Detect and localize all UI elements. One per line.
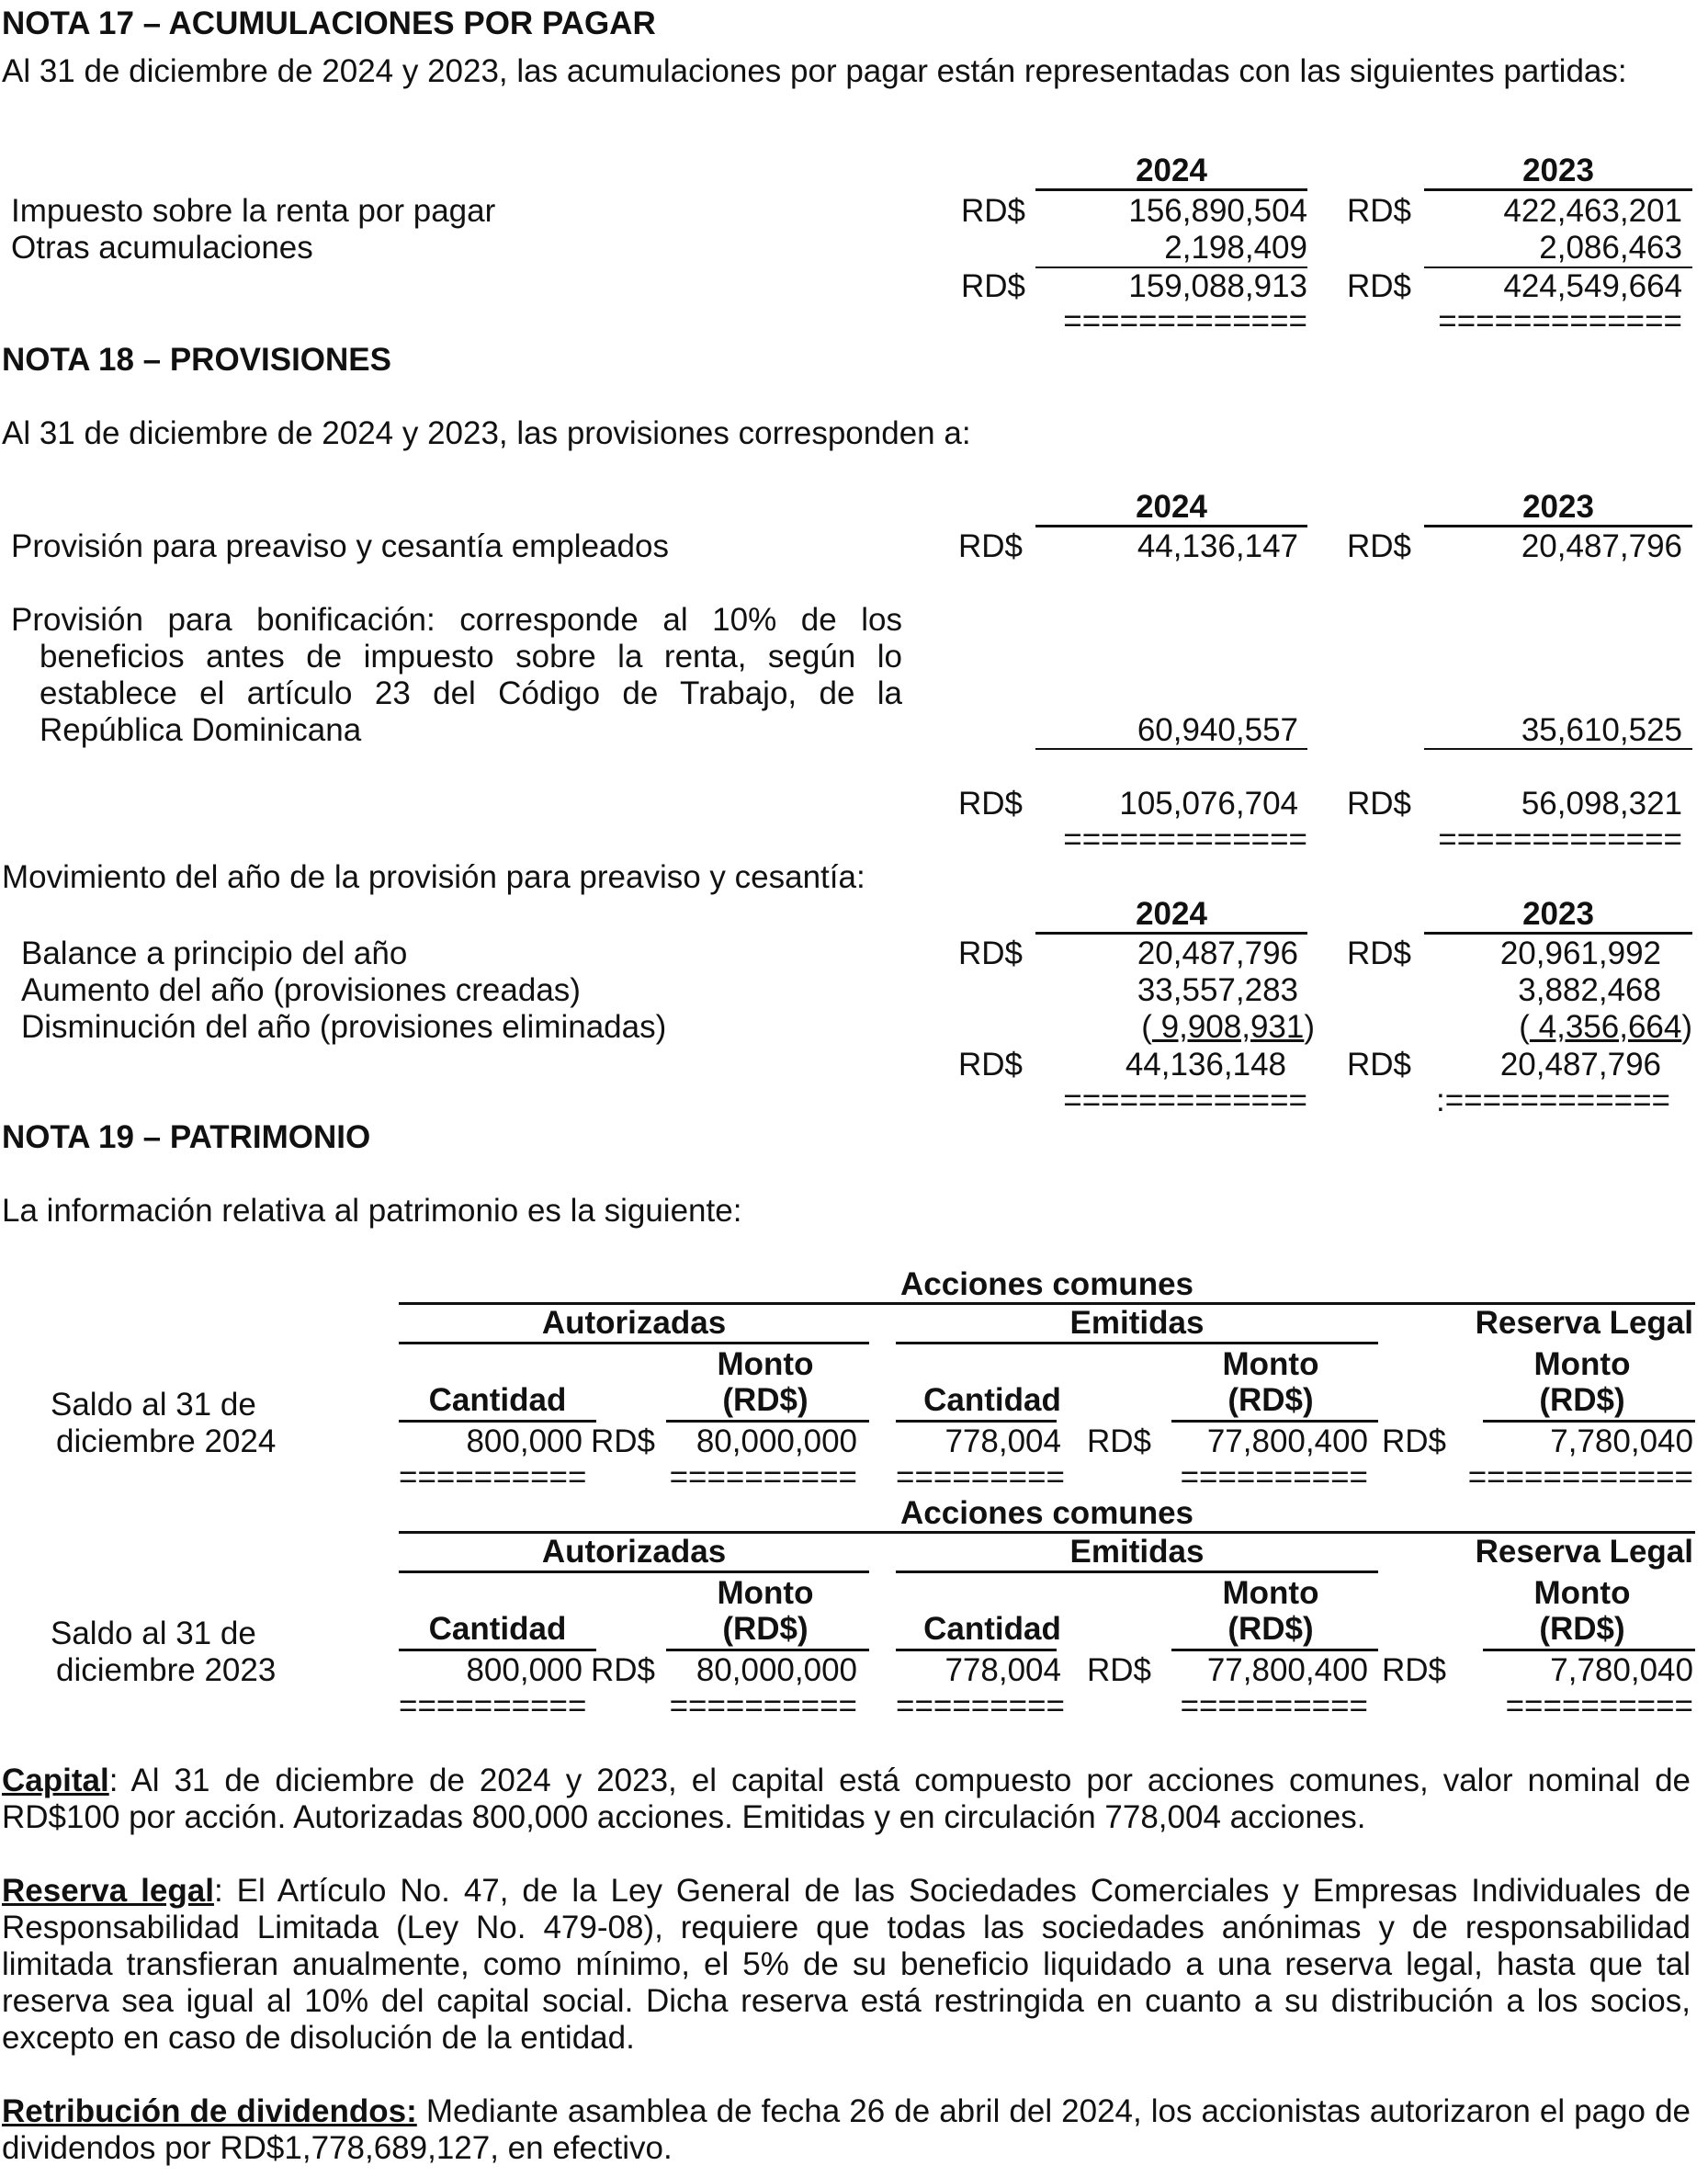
- value-2024: 20,487,796: [1137, 935, 1298, 971]
- currency: RD$: [1347, 935, 1412, 971]
- nota18-intro: Al 31 de diciembre de 2024 y 2023, las provisiones corresponden a:: [2, 415, 971, 451]
- header-rule: [1035, 932, 1307, 935]
- value-2024: 156,890,504: [1128, 193, 1307, 229]
- double-underline: =========: [896, 1688, 1065, 1724]
- value-2023: 20,487,796: [1521, 528, 1682, 564]
- value-2024: 44,136,147: [1137, 528, 1298, 564]
- emi-cantidad: 778,004: [944, 1652, 1061, 1688]
- rd-header: (RD$): [1227, 1382, 1314, 1418]
- saldo-label-line2: diciembre 2024: [56, 1423, 277, 1459]
- currency: RD$: [958, 1047, 1024, 1083]
- currency: RD$: [1347, 1047, 1412, 1083]
- currency: RD$: [591, 1652, 656, 1688]
- rd-header: (RD$): [1539, 1611, 1625, 1647]
- column-rule: [1171, 1649, 1378, 1651]
- rd-header: (RD$): [1539, 1382, 1625, 1418]
- nota19-intro: La información relativa al patrimonio es la siguiente:: [2, 1193, 742, 1229]
- emi-cantidad: 778,004: [944, 1423, 1061, 1459]
- rd-header: (RD$): [1227, 1611, 1314, 1647]
- double-underline: ==========: [1180, 1459, 1368, 1495]
- table-row-label: Provisión para preaviso y cesantía empleados: [11, 528, 669, 564]
- nota17-year-2023: 2023: [1522, 153, 1594, 188]
- acciones-comunes-header: Acciones comunes: [900, 1495, 1193, 1531]
- reserva-legal-header: Reserva Legal: [1475, 1534, 1693, 1570]
- double-underline: =============: [1438, 303, 1682, 339]
- cantidad-header: Cantidad: [428, 1611, 567, 1647]
- currency: RD$: [958, 935, 1024, 971]
- capital-paragraph: [2, 1763, 1691, 1836]
- column-rule: [666, 1420, 869, 1423]
- header-rule: [1035, 525, 1307, 527]
- header-rule: [1424, 188, 1692, 191]
- currency: RD$: [591, 1423, 656, 1459]
- cantidad-header: Cantidad: [428, 1382, 567, 1418]
- subtotal-rule: [1424, 748, 1692, 750]
- cantidad-header: Cantidad: [923, 1611, 1061, 1647]
- currency: RD$: [1347, 786, 1412, 822]
- double-underline: ==========: [669, 1688, 857, 1724]
- table-row-label: Otras acumulaciones: [11, 230, 313, 266]
- double-underline: =============: [1063, 1083, 1307, 1118]
- reserva-text: : El Artículo No. 47, de la Ley General de las Sociedades Comerciales y Empresas Individuales de Responsabilidad Limitada (Ley No. 479-08), requiere que todas las sociedades anónimas y de responsabilidad limitada transfieran anualmente, como mínimo, el 5% de su beneficio liquidado a una reserva legal, hasta que tal reserva sea igual al 10% del capital social. Dicha reserva está restringida en cuanto a su distribución a los socios, excepto en caso de disolución de la entidad.: [2, 1873, 1691, 2056]
- column-rule: [666, 1649, 869, 1651]
- value: 4,356,664: [1529, 1009, 1682, 1045]
- double-underline: =========: [896, 1459, 1065, 1495]
- value-2024-negative: [1035, 1009, 1315, 1046]
- monto-header: Monto: [1222, 1575, 1319, 1611]
- paren: ): [1681, 1009, 1692, 1045]
- value-2023: 3,882,468: [1518, 972, 1661, 1008]
- column-rule: [1171, 1420, 1378, 1423]
- column-rule: [399, 1649, 596, 1651]
- double-underline: :============: [1436, 1083, 1670, 1118]
- dividendos-heading: Retribución de dividendos:: [2, 2093, 417, 2129]
- currency: RD$: [958, 528, 1024, 564]
- double-underline: ==========: [1180, 1688, 1368, 1724]
- monto-header: Monto: [717, 1346, 814, 1382]
- reserva-monto: 7,780,040: [1550, 1423, 1693, 1459]
- autorizadas-rule: [399, 1570, 869, 1573]
- value-2023-negative: [1424, 1009, 1692, 1046]
- header-rule: [1035, 188, 1307, 191]
- double-underline: =============: [1063, 822, 1307, 857]
- column-rule: [896, 1420, 1057, 1423]
- double-underline: =============: [1063, 303, 1307, 339]
- column-rule: [1483, 1649, 1695, 1651]
- column-rule: [1483, 1420, 1695, 1423]
- provision-bonificacion-line1: Provisión para bonificación: corresponde al 10% de los: [11, 602, 902, 638]
- double-underline: ==========: [669, 1459, 857, 1495]
- value-2023: 35,610,525: [1521, 712, 1682, 748]
- header-rule: [1424, 525, 1692, 527]
- total-2024: 159,088,913: [1128, 268, 1307, 304]
- value-2024: 2,198,409: [1164, 230, 1307, 266]
- currency: RD$: [1347, 268, 1412, 304]
- value: 9,908,931: [1151, 1009, 1305, 1045]
- emitidas-rule: [896, 1570, 1378, 1573]
- cantidad-header: Cantidad: [923, 1382, 1061, 1418]
- value-2024: 33,557,283: [1137, 972, 1298, 1008]
- movement-title: Movimiento del año de la provisión para preaviso y cesantía:: [2, 859, 865, 895]
- currency: RD$: [961, 193, 1026, 229]
- currency: RD$: [1382, 1423, 1447, 1459]
- rd-header: (RD$): [722, 1611, 809, 1647]
- capital-heading: Capital: [2, 1763, 109, 1798]
- saldo-label-line1: Saldo al 31 de: [51, 1616, 256, 1651]
- saldo-label-line1: Saldo al 31 de: [51, 1387, 256, 1423]
- reserva-legal-header: Reserva Legal: [1475, 1305, 1693, 1341]
- movement-year-2023: 2023: [1522, 896, 1594, 932]
- dividendos-text: Mediante asamblea de fecha 26 de abril del 2024, los accionistas autorizaron el pago de dividendos por RD$1,778,689,127, en efectivo.: [2, 2093, 1691, 2166]
- dividendos-paragraph: [2, 2093, 1691, 2167]
- total-2023: 56,098,321: [1521, 786, 1682, 822]
- nota19-title: NOTA 19 – PATRIMONIO: [2, 1119, 371, 1155]
- double-underline: ==========: [399, 1688, 587, 1724]
- double-underline: ==========: [399, 1459, 587, 1495]
- total-2024: 44,136,148: [1125, 1047, 1286, 1083]
- table-row-label: Aumento del año (provisiones creadas): [21, 972, 581, 1008]
- nota17-title: NOTA 17 – ACUMULACIONES POR PAGAR: [2, 6, 656, 41]
- total-2023: 20,487,796: [1499, 1047, 1661, 1083]
- table-row-label: Impuesto sobre la renta por pagar: [11, 193, 496, 229]
- paren: ): [1304, 1009, 1315, 1045]
- total-2023: 424,549,664: [1503, 268, 1682, 304]
- autorizadas-header: Autorizadas: [541, 1305, 727, 1341]
- reserva-monto: 7,780,040: [1550, 1652, 1693, 1688]
- emi-monto: 77,800,400: [1206, 1423, 1368, 1459]
- currency: RD$: [1382, 1652, 1447, 1688]
- acciones-comunes-header: Acciones comunes: [900, 1266, 1193, 1302]
- table-row-label: Disminución del año (provisiones eliminadas): [21, 1009, 667, 1045]
- emitidas-header: Emitidas: [1069, 1305, 1205, 1341]
- double-underline: =============: [1438, 822, 1682, 857]
- subtotal-rule: [1035, 748, 1307, 750]
- currency: RD$: [1347, 528, 1412, 564]
- value-2023: 20,961,992: [1499, 935, 1661, 971]
- emitidas-header: Emitidas: [1069, 1534, 1205, 1570]
- currency: RD$: [961, 268, 1026, 304]
- header-rule: [1424, 932, 1692, 935]
- paren: (: [1141, 1009, 1152, 1045]
- emitidas-rule: [896, 1342, 1378, 1344]
- total-2024: 105,076,704: [1119, 786, 1298, 822]
- column-rule: [399, 1420, 596, 1423]
- capital-text: : Al 31 de diciembre de 2024 y 2023, el capital está compuesto por acciones comunes, valor nominal de RD$100 por acción. Autorizadas 800,000 acciones. Emitidas y en circulación 778,004 acciones.: [2, 1763, 1691, 1835]
- movement-year-2024: 2024: [1136, 896, 1207, 932]
- currency: RD$: [1087, 1652, 1152, 1688]
- autorizadas-rule: [399, 1342, 869, 1344]
- aut-cantidad: 800,000: [466, 1652, 583, 1688]
- paren: (: [1519, 1009, 1530, 1045]
- value-2024: 60,940,557: [1137, 712, 1298, 748]
- currency: RD$: [1087, 1423, 1152, 1459]
- rd-header: (RD$): [722, 1382, 809, 1418]
- monto-header: Monto: [1533, 1346, 1631, 1382]
- monto-header: Monto: [717, 1575, 814, 1611]
- currency: RD$: [1347, 193, 1412, 229]
- double-underline: ============: [1467, 1459, 1693, 1495]
- table-row-label: Balance a principio del año: [21, 935, 408, 971]
- provision-bonificacion-desc: beneficios antes de impuesto sobre la renta, según lo establece el artículo 23 del Código de Trabajo, de la República Dominicana: [40, 639, 902, 748]
- autorizadas-header: Autorizadas: [541, 1534, 727, 1570]
- aut-cantidad: 800,000: [466, 1423, 583, 1459]
- monto-header: Monto: [1222, 1346, 1319, 1382]
- aut-monto: 80,000,000: [696, 1652, 857, 1688]
- nota17-year-2024: 2024: [1136, 153, 1207, 188]
- value-2023: 2,086,463: [1539, 230, 1682, 266]
- nota18-year-2024: 2024: [1136, 489, 1207, 525]
- value-2023: 422,463,201: [1503, 193, 1682, 229]
- nota18-title: NOTA 18 – PROVISIONES: [2, 342, 391, 378]
- saldo-label-line2: diciembre 2023: [56, 1652, 277, 1688]
- double-underline: ==========: [1505, 1688, 1693, 1724]
- emi-monto: 77,800,400: [1206, 1652, 1368, 1688]
- nota18-year-2023: 2023: [1522, 489, 1594, 525]
- nota17-intro: Al 31 de diciembre de 2024 y 2023, las acumulaciones por pagar están representadas con las siguientes partidas:: [2, 53, 1627, 89]
- column-rule: [896, 1649, 1057, 1651]
- reserva-heading: Reserva legal: [2, 1873, 214, 1909]
- reserva-paragraph: [2, 1873, 1691, 2057]
- monto-header: Monto: [1533, 1575, 1631, 1611]
- currency: RD$: [958, 786, 1024, 822]
- aut-monto: 80,000,000: [696, 1423, 857, 1459]
